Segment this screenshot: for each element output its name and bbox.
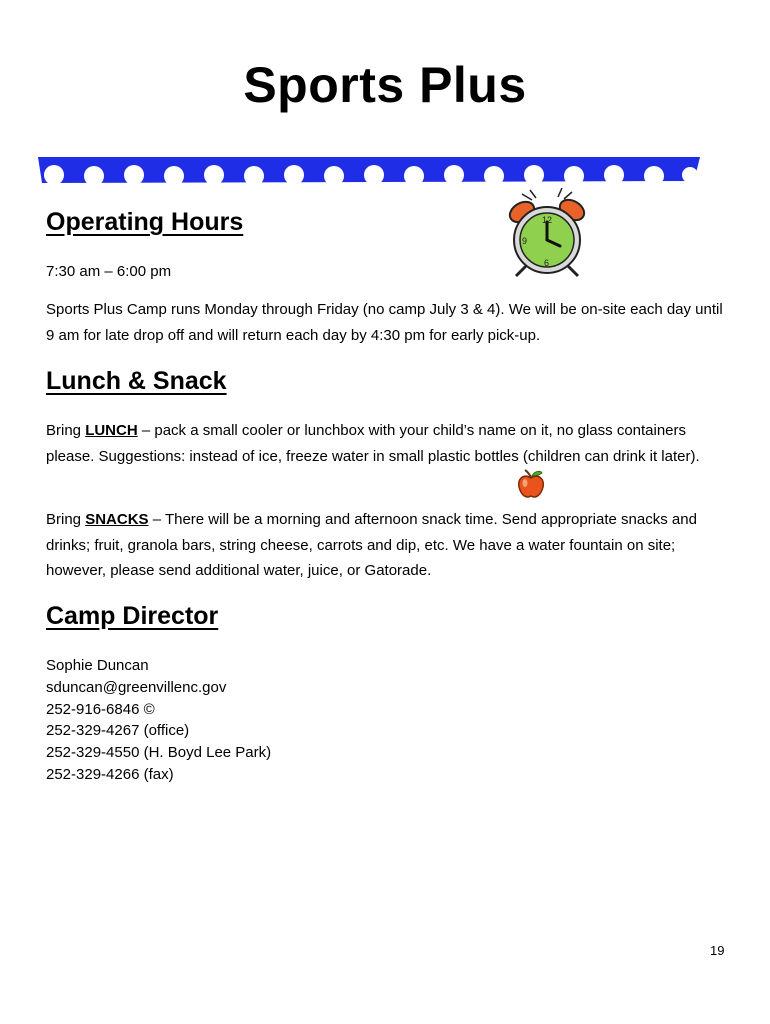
page-number: 19 <box>710 943 725 958</box>
operating-time: 7:30 am – 6:00 pm <box>46 263 172 280</box>
heading-operating-hours: Operating Hours <box>46 208 244 236</box>
director-cell-phone: 252-916-6846 © <box>46 700 155 718</box>
apple-icon <box>516 468 546 500</box>
clock-numeral-9: 9 <box>522 236 528 246</box>
director-fax: 252-329-4266 (fax) <box>46 765 174 783</box>
lunch-prefix: Bring <box>46 422 86 439</box>
lunch-keyword: LUNCH <box>85 422 138 439</box>
operating-hours-text: Sports Plus Camp runs Monday through Friday (no camp July 3 & 4). We will be on-site each day until 9 am for late drop off and will return each day by 4:30 pm for early pick-up. <box>46 301 723 344</box>
alarm-clock-icon <box>502 186 594 278</box>
heading-camp-director: Camp Director <box>46 602 219 630</box>
snacks-paragraph <box>46 507 726 584</box>
clock-numeral-12: 12 <box>542 215 553 225</box>
snack-keyword: SNACKS <box>85 511 149 528</box>
lunch-paragraph <box>46 418 726 469</box>
director-park-phone: 252-329-4550 (H. Boyd Lee Park) <box>46 744 272 762</box>
page-title: Sports Plus <box>243 57 527 113</box>
snack-prefix: Bring <box>46 511 86 528</box>
director-contact <box>46 655 271 786</box>
lunch-text: – pack a small cooler or lunchbox with your child’s name on it, no glass containers please. Suggestions: instead of ice, freeze water in small plastic bottles (children can drink it later). <box>46 422 700 465</box>
clock-numeral-6: 6 <box>544 258 550 268</box>
director-office-phone: 252-329-4267 (office) <box>46 722 190 740</box>
director-name: Sophie Duncan <box>46 657 149 674</box>
director-email: sduncan@greenvillenc.gov <box>46 678 227 696</box>
polka-dot-banner <box>34 155 702 185</box>
heading-lunch-snack: Lunch & Snack <box>46 367 227 395</box>
snack-text: – There will be a morning and afternoon snack time. Send appropriate snacks and drinks; fruit, granola bars, string cheese, carrots and dip, etc. We have a water fountain on site; however, please send additional water, juice, or Gatorade. <box>46 511 697 579</box>
